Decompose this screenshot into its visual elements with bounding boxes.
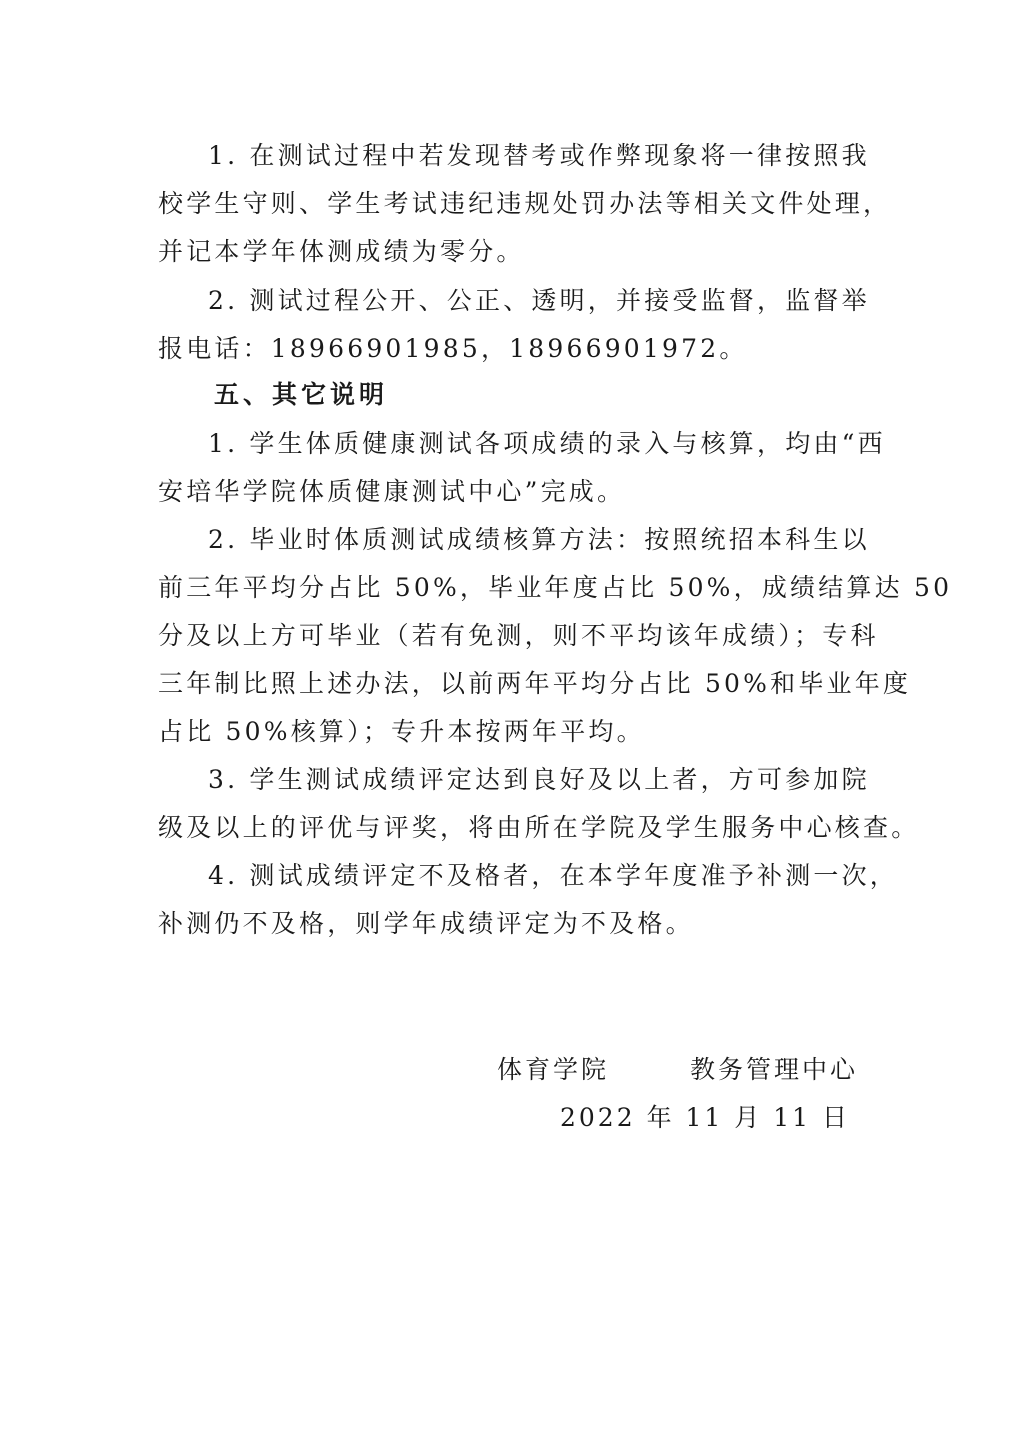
paragraph-line: 占比 50%核算）；专升本按两年平均。 (158, 717, 645, 746)
paragraph-line: 补测仍不及格，则学年成绩评定为不及格。 (158, 909, 694, 938)
paragraph-line: 2. 毕业时体质测试成绩核算方法：按照统招本科生以 (208, 525, 870, 554)
paragraph-line: 前三年平均分占比 50%，毕业年度占比 50%，成绩结算达 50 (158, 573, 953, 602)
paragraph-line: 1. 学生体质健康测试各项成绩的录入与核算，均由“西 (208, 429, 886, 458)
signature-org-academic: 教务管理中心 (690, 1055, 859, 1084)
paragraph-line: 安培华学院体质健康测试中心”完成。 (158, 477, 626, 506)
paragraph-line: 校学生守则、学生考试违纪违规处罚办法等相关文件处理， (158, 189, 892, 218)
paragraph-line: 三年制比照上述办法，以前两年平均分占比 50%和毕业年度 (158, 669, 912, 698)
paragraph-line: 分及以上方可毕业（若有免测，则不平均该年成绩）；专科 (158, 621, 879, 650)
paragraph-line: 1. 在测试过程中若发现替考或作弊现象将一律按照我 (208, 141, 870, 170)
paragraph-line: 报电话：18966901985，18966901972。 (158, 334, 748, 363)
paragraph-line: 3. 学生测试成绩评定达到良好及以上者，方可参加院 (208, 765, 870, 794)
signature-org-sports: 体育学院 (497, 1055, 610, 1084)
paragraph-line: 4. 测试成绩评定不及格者，在本学年度准予补测一次， (208, 861, 899, 890)
signature-date: 2022 年 11 月 11 日 (560, 1103, 850, 1132)
paragraph-line: 级及以上的评优与评奖，将由所在学院及学生服务中心核查。 (158, 813, 920, 842)
section-heading: 五、其它说明 (214, 380, 389, 409)
paragraph-line: 2. 测试过程公开、公正、透明，并接受监督，监督举 (208, 286, 870, 315)
paragraph-line: 并记本学年体测成绩为零分。 (158, 237, 525, 266)
